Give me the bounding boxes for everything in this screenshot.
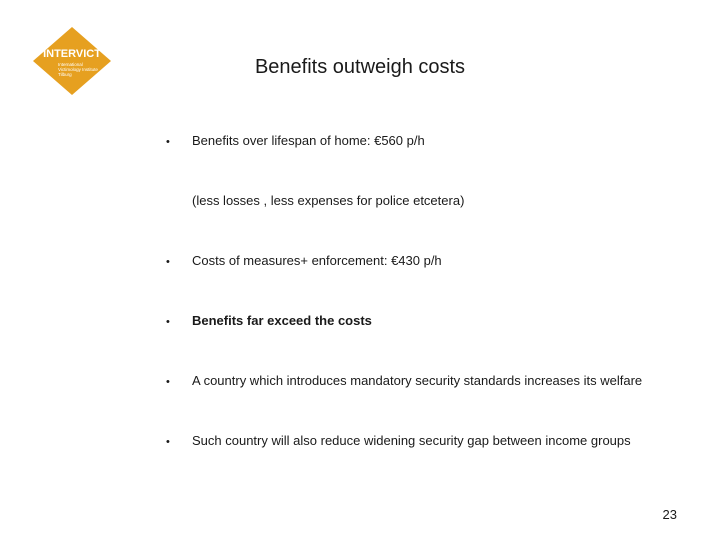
bullet-symbol: • — [166, 376, 170, 388]
slide-title — [0, 56, 720, 79]
bullet-item-2 — [166, 253, 442, 268]
page-number: 23 — [662, 507, 677, 522]
bullet-text: Such country will also reduce widening security gap between income groups — [192, 433, 631, 448]
bullet-item-5 — [166, 433, 631, 448]
bullet-text: Benefits far exceed the costs — [192, 313, 372, 328]
slide-title-text: Benefits outweigh costs — [254, 56, 466, 78]
bullet-text: Benefits over lifespan of home: €560 p/h — [192, 133, 425, 148]
svg-text:Victimology Institute: Victimology Institute — [58, 67, 98, 72]
bullet-symbol: • — [166, 436, 170, 448]
bullet-symbol: • — [166, 316, 170, 328]
bullet-symbol: • — [166, 256, 170, 268]
bullet-text: Costs of measures+ enforcement: €430 p/h — [192, 253, 442, 268]
bullet-item-3 — [166, 313, 372, 328]
bullet-text: A country which introduces mandatory security standards increases its welfare — [192, 373, 643, 388]
svg-text:INTERVICT: INTERVICT — [43, 48, 101, 60]
svg-text:Tilburg: Tilburg — [58, 72, 72, 77]
svg-text:International: International — [58, 62, 83, 67]
bullet-item-4 — [166, 373, 642, 388]
bullet-note: (less losses , less expenses for police etcetera) — [192, 193, 465, 208]
bullet-symbol: • — [166, 136, 170, 148]
bullet-item-1 — [166, 133, 425, 148]
